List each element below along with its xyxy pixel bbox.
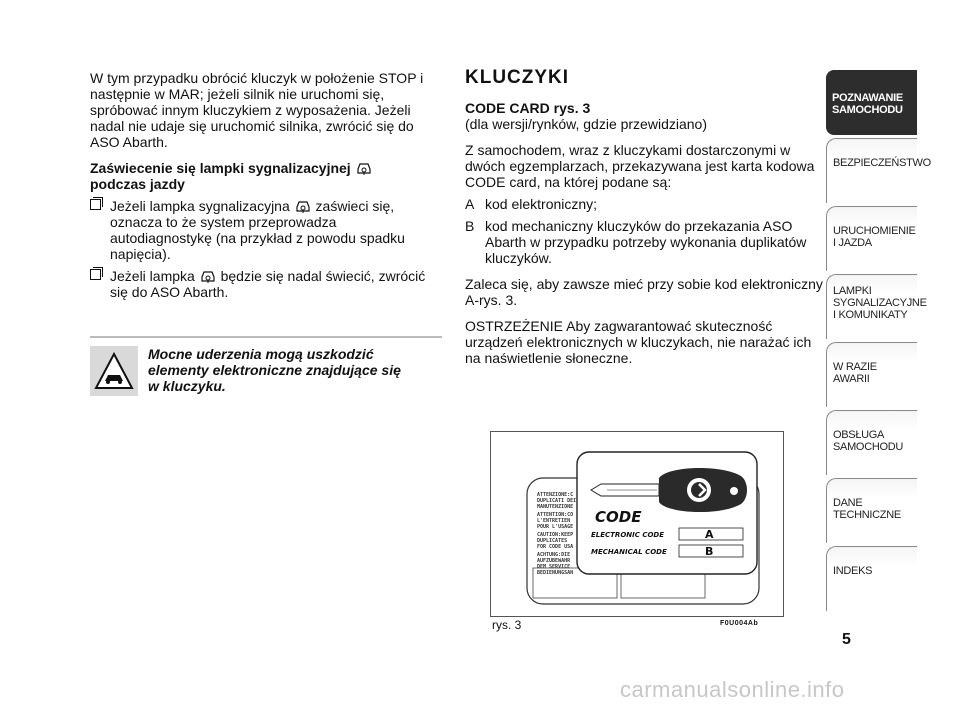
tab-bezpieczenstwo[interactable]: BEZPIECZEŃSTWO (826, 138, 917, 203)
back-text: ACHTUNG:DIE (537, 552, 571, 558)
left-column (90, 70, 442, 306)
warning-text (148, 346, 401, 394)
list-key: A (465, 196, 475, 212)
subtitle-note: (dla wersji/rynków, gdzie przewidziano) (465, 116, 707, 132)
lamp-heading-line2: podczas jazdy (90, 176, 185, 192)
back-text: ATTENTION:CO (537, 512, 574, 518)
back-text: DUPLICATI DEI (537, 498, 577, 504)
list-text: kod mechaniczny kluczyków do przekazania ASO Abarth w przypadku potrzeby wykonania duplikatów kluczyków. (485, 218, 807, 266)
section-tabs (826, 70, 931, 614)
tab-obsluga-samochodu[interactable]: OBSŁUGA SAMOCHODU (826, 410, 917, 475)
list-item (465, 218, 830, 266)
back-text: CAUTION:KEEP (537, 532, 574, 538)
back-text: AUFZUBEWAHR (537, 558, 571, 564)
tab-dane-techniczne[interactable]: DANE TECHNICZNE (826, 478, 917, 543)
warning-line: Mocne uderzenia mogą uszkodzić (148, 346, 374, 362)
tab-w-razie-awarii[interactable]: W RAZIE AWARII (826, 342, 917, 407)
code-card-figure (490, 431, 784, 617)
paragraph: Zaleca się, aby zawsze mieć przy sobie kod elektroniczny A-rys. 3. (465, 276, 823, 308)
warning-icon-box (90, 346, 138, 396)
card-title: CODE (595, 508, 642, 526)
lamp-heading (90, 160, 442, 192)
right-column (465, 67, 830, 376)
checkbox-icon (90, 199, 101, 210)
bullet2-text-b: będzie się nadal świecić, zwrócić się do ASO Abarth. (110, 268, 426, 300)
bullet2-text-a: Jeżeli lampka (110, 268, 195, 284)
car-key-lamp-icon (355, 160, 373, 176)
back-text: ATTENZIONE:C (537, 492, 574, 498)
checkbox-icon (90, 269, 101, 280)
electronic-code-label: ELECTRONIC CODE (591, 531, 664, 539)
subtitle: CODE CARD rys. 3 (465, 100, 591, 116)
back-text: DEM SERVICE (537, 564, 571, 570)
tab-uruchomienie-i-jazda[interactable]: URUCHOMIENIE I JAZDA (826, 206, 917, 271)
car-key-lamp-icon (199, 268, 217, 284)
car-key-lamp-icon (294, 198, 312, 214)
paragraph: OSTRZEŻENIE Aby zagwarantować skuteczność urządzeń elektronicznych w kluczykach, nie narażać ich na naświetlenie słoneczne. (465, 318, 812, 366)
section-title: KLUCZYKI (465, 67, 570, 88)
figure-code: F0U004Ab (720, 620, 759, 627)
back-text: MANUTENZIONE (537, 504, 574, 510)
back-text: BEDIENUNGSAN (537, 570, 574, 576)
tab-poznawanie-samochodu[interactable]: POZNAWANIE SAMOCHODU (826, 70, 917, 135)
back-text: FOR CODE USA (537, 544, 574, 550)
mechanical-code-label: MECHANICAL CODE (591, 548, 667, 556)
warning-line: elementy elektroniczne znajdujące się (148, 362, 401, 378)
warning-line: w kluczyku. (148, 378, 226, 394)
bullet-item (90, 268, 442, 300)
bullet-item (90, 198, 442, 262)
tab-indeks[interactable]: INDEKS (826, 546, 917, 611)
bullet1-text-a: Jeżeli lampka sygnalizacyjna (110, 198, 290, 214)
code-card-illustration (491, 432, 785, 618)
intro-paragraph: W tym przypadku obrócić kluczyk w położenie STOP i następnie w MAR; jeżeli silnik nie uruchomi się, spróbować innym kluczykiem z wyposażenia. Jeżeli nadal nie udaje się uruchomić silnika, zwrócić się do ASO Abarth. (90, 70, 424, 150)
list-text: kod elektroniczny; (485, 196, 598, 212)
back-text: POUR L'USAGE (537, 524, 574, 530)
warning-box (90, 336, 442, 426)
back-text: L'ENTRETIEN (537, 518, 571, 524)
list-key: B (465, 218, 475, 234)
figure-caption: rys. 3 (492, 618, 522, 632)
code-b: B (705, 545, 714, 558)
warning-triangle-icon (90, 346, 138, 396)
list-item (465, 196, 830, 212)
watermark: carmanualsonline.info (620, 677, 845, 702)
tab-lampki-sygnalizacyjne[interactable]: LAMPKI SYGNALIZACYJNE I KOMUNIKATY (826, 274, 917, 339)
back-text: DUPLICATES (537, 538, 568, 544)
page-number: 5 (842, 631, 851, 648)
paragraph: Z samochodem, wraz z kluczykami dostarczonymi w dwóch egzemplarzach, przekazywana jest karta kodowa CODE card, na której podane są: (465, 142, 815, 190)
bullet1-text-b: zaświeci się, oznacza to że system przeprowadza autodiagnostykę (na przykład z powodu spadku napięcia). (110, 198, 405, 262)
lamp-heading-line1: Zaświecenie się lampki sygnalizacyjnej (90, 160, 351, 176)
code-a: A (705, 528, 714, 541)
